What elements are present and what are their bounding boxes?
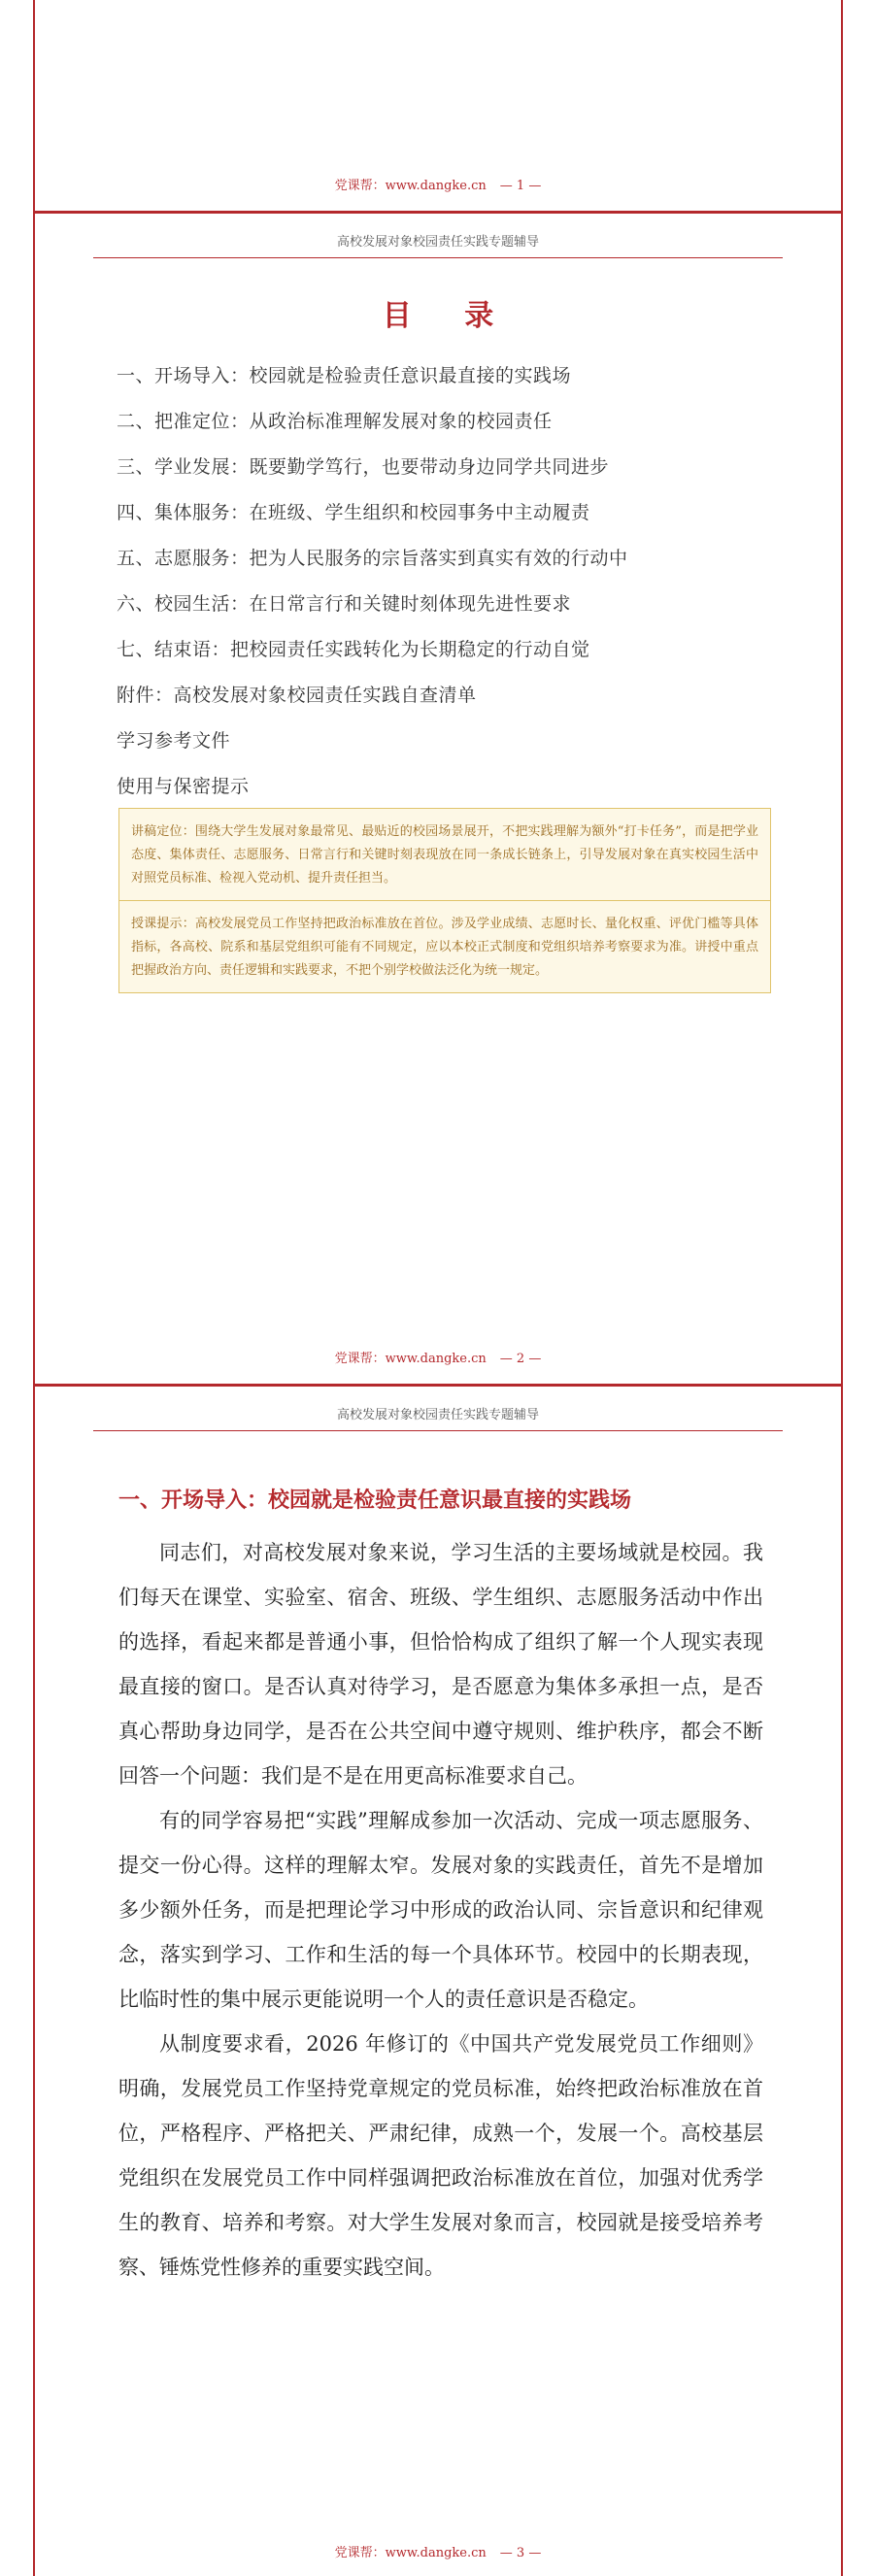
section-title: 一、开场导入：校园就是检验责任意识最直接的实践场: [118, 1489, 632, 1513]
toc-item[interactable]: 学习参考文件: [117, 730, 231, 752]
paragraph: 同志们，对高校发展对象来说，学习生活的主要场域就是校园。我们每天在课堂、实验室、宿舍、班级、学生组织、志愿服务活动中作出的选择，看起来都是普通小事，但恰恰构成了组织了解一个人现实表现最直接的窗口。是否认真对待学习，是否愿意为集体多承担一点，是否真心帮助身边同学，是否在公共空间中遵守规则、维护秩序，都会不断回答一个问题：我们是不是在用更高标准要求自己。: [118, 1541, 763, 1788]
page-header: 高校发展对象校园责任实践专题辅导: [93, 1404, 783, 1431]
toc-item[interactable]: 使用与保密提示: [117, 776, 250, 797]
toc-item[interactable]: 七、结束语：把校园责任实践转化为长期稳定的行动自觉: [117, 639, 590, 660]
page-3: [33, 1387, 843, 2576]
toc-item[interactable]: 六、校园生活：在日常言行和关键时刻体现先进性要求: [117, 593, 572, 615]
page-footer: [35, 2542, 841, 2560]
page-2: [33, 214, 843, 1385]
toc-title: 目 录: [382, 299, 516, 333]
toc-item[interactable]: 一、开场导入：校园就是检验责任意识最直接的实践场: [117, 365, 572, 386]
toc-item[interactable]: 五、志愿服务：把为人民服务的宗旨落实到真实有效的行动中: [117, 548, 628, 569]
toc-item[interactable]: 三、学业发展：既要勤学笃行，也要带动身边同学共同进步: [117, 456, 610, 478]
page-header: 高校发展对象校园责任实践专题辅导: [93, 231, 783, 258]
paragraph: 有的同学容易把“实践”理解成参加一次活动、完成一项志愿服务、提交一份心得。这样的理解太窄。发展对象的实践责任，首先不是增加多少额外任务，而是把理论学习中形成的政治认同、宗旨意识和纪律观念，落实到学习、工作和生活的每一个具体环节。校园中的长期表现，比临时性的集中展示更能说明一个人的责任意识是否稳定。: [118, 1809, 763, 2011]
footer-page-number: — 2 —: [499, 1352, 542, 1366]
positioning-note: 讲稿定位：围绕大学生发展对象最常见、最贴近的校园场景展开，不把实践理解为额外“打卡任务”，而是把学业态度、集体责任、志愿服务、日常言行和关键时刻表现放在同一条成长链条上，引导发展对象在真实校园生活中对照党员标准、检视入党动机、提升责任担当。: [131, 824, 758, 886]
footer-site[interactable]: 党课帮：www.dangke.cn: [334, 179, 487, 193]
page-footer: [35, 1348, 841, 1366]
paragraph: 从制度要求看，2026 年修订的《中国共产党发展党员工作细则》明确，发展党员工作坚持党章规定的党员标准，始终把政治标准放在首位，严格程序、严格把关、严肃纪律，成熟一个，发展一个。高校基层党组织在发展党员工作中同样强调把政治标准放在首位，加强对优秀学生的教育、培养和考察。对大学生发展对象而言，校园就是接受培养考察、锤炼党性修养的重要实践空间。: [118, 2032, 763, 2279]
toc-item[interactable]: 附件：高校发展对象校园责任实践自查清单: [117, 685, 477, 706]
toc-item[interactable]: 二、把准定位：从政治标准理解发展对象的校园责任: [117, 411, 553, 432]
notes-box: [118, 808, 771, 993]
footer-site[interactable]: 党课帮：www.dangke.cn: [334, 2546, 487, 2560]
toc-item[interactable]: 四、集体服务：在班级、学生组织和校园事务中主动履责: [117, 502, 590, 523]
footer-site[interactable]: 党课帮：www.dangke.cn: [334, 1352, 487, 1366]
teaching-tip-note: 授课提示：高校发展党员工作坚持把政治标准放在首位。涉及学业成绩、志愿时长、量化权重、评优门槛等具体指标，各高校、院系和基层党组织可能有不同规定，应以本校正式制度和党组织培养考察要求为准。讲授中重点把握政治方向、责任逻辑和实践要求，不把个别学校做法泛化为统一规定。: [119, 900, 770, 992]
footer-page-number: — 1 —: [499, 179, 542, 193]
page-footer: [35, 175, 841, 193]
footer-page-number: — 3 —: [499, 2546, 542, 2560]
section-body: [118, 1530, 763, 2290]
page-1: [33, 0, 843, 212]
table-of-contents: [117, 361, 628, 818]
